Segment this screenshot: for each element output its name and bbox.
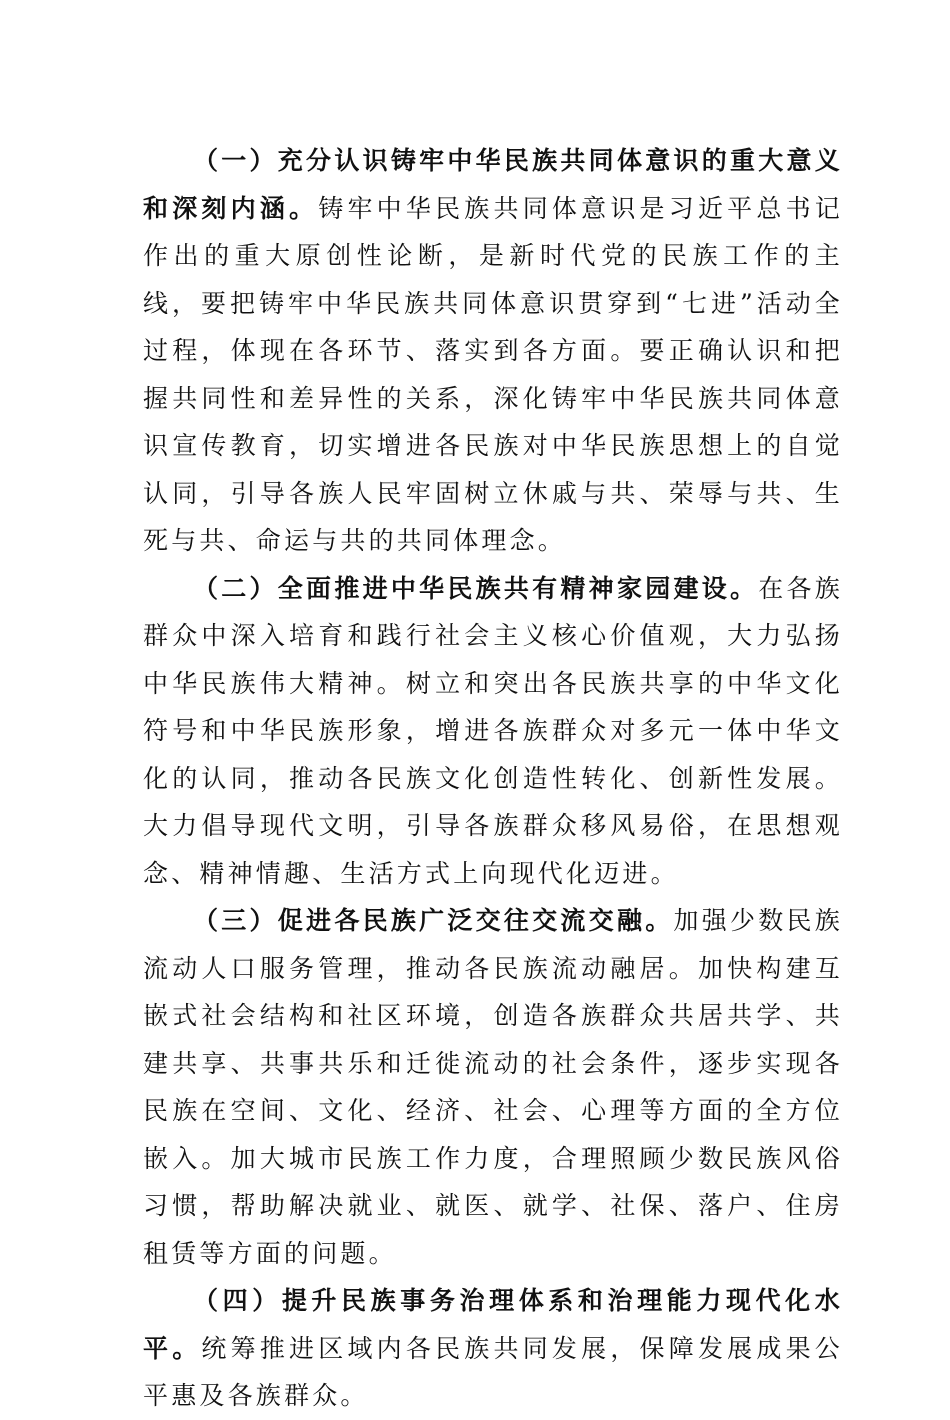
paragraph-2: [143, 565, 843, 898]
paragraph-1: [143, 137, 843, 565]
paragraph-2-heading: （二）全面推进中华民族共有精神家园建设。: [193, 573, 759, 603]
paragraph-1-heading: （一）充分认识铸牢中华民族共同体意识的重大意义和深刻内涵。: [143, 146, 843, 223]
paragraph-3: [143, 897, 843, 1277]
paragraph-3-heading: （三）促进各民族广泛交往交流交融。: [193, 906, 674, 935]
document-body: [143, 137, 843, 1420]
paragraph-2-text: 在各族群众中深入培育和践行社会主义核心价值观，大力弘扬中华民族伟大精神。树立和突出各民族共享的中华文化符号和中华民族形象，增进各族群众对多元一体中华文化的认同，推动各民族文化创造性转化、创新性发展。大力倡导现代文明，引导各族群众移风易俗，在思想观念、精神情趣、生活方式上向现代化迈进。: [143, 573, 843, 888]
paragraph-4-text: 统筹推进区域内各民族共同发展，保障发展成果公平惠及各族群众。: [143, 1333, 843, 1410]
paragraph-3-text: 加强少数民族流动人口服务管理，推动各民族流动融居。加快构建互嵌式社会结构和社区环境，创造各族群众共居共学、共建共享、共事共乐和迁徙流动的社会条件，逐步实现各民族在空间、文化、经济、社会、心理等方面的全方位嵌入。加大城市民族工作力度，合理照顾少数民族风俗习惯，帮助解决就业、就医、就学、社保、落户、住房租赁等方面的问题。: [143, 906, 844, 1268]
paragraph-1-text: 铸牢中华民族共同体意识是习近平总书记作出的重大原创性论断，是新时代党的民族工作的主线，要把铸牢中华民族共同体意识贯穿到“七进”活动全过程，体现在各环节、落实到各方面。要正确认识和把握共同性和差异性的关系，深化铸牢中华民族共同体意识宣传教育，切实增进各民族对中华民族思想上的自觉认同，引导各族人民牢固树立休戚与共、荣辱与共、生死与共、命运与共的共同体理念。: [143, 193, 843, 555]
paragraph-4: [143, 1277, 843, 1420]
paragraph-4-heading: （四）提升民族事务治理体系和治理能力现代化水平。: [143, 1286, 843, 1363]
